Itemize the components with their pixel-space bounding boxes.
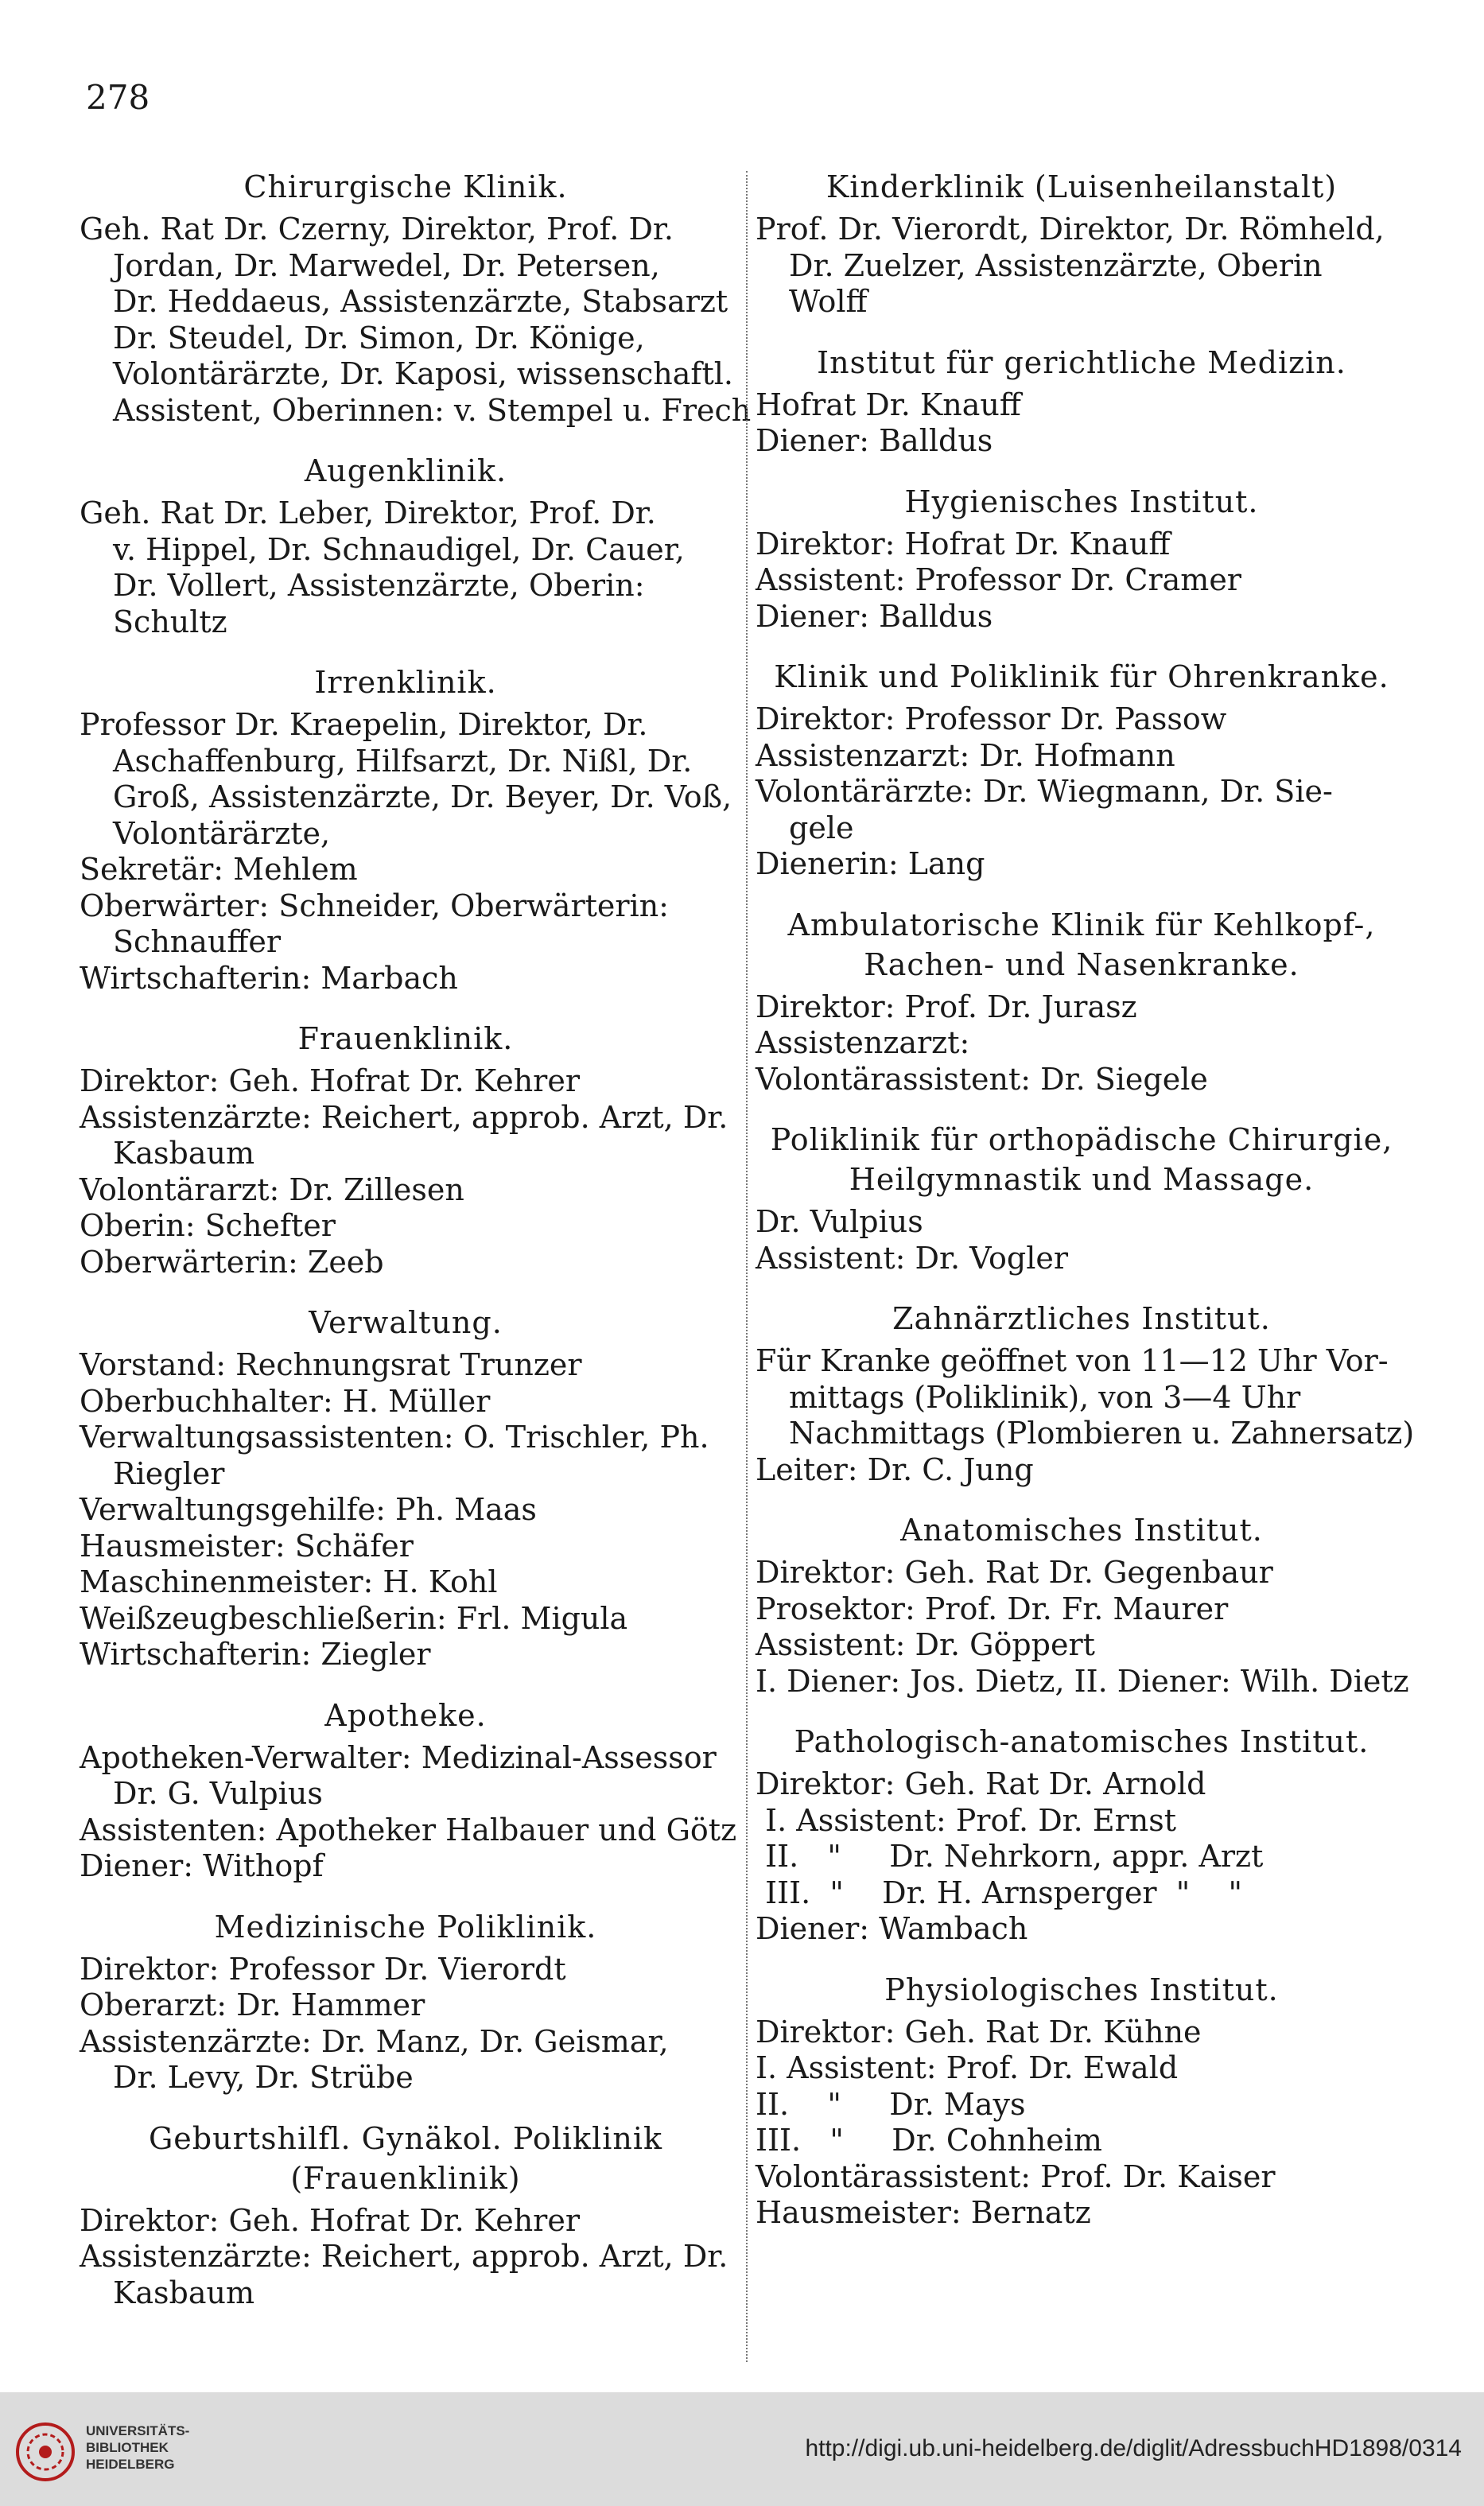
- entry-line: II. " Dr. Nehrkorn, appr. Arzt: [756, 1839, 1264, 1874]
- right-column: [756, 167, 1415, 2254]
- entry-line: Volontärassistent: Prof. Dr. Kaiser: [756, 2158, 1276, 2194]
- entry-line: v. Hippel, Dr. Schnaudigel, Dr. Cauer,: [113, 531, 685, 567]
- entry-line: Nachmittags (Plombieren u. Zahnersatz): [789, 1416, 1415, 1451]
- entry-line: Assistenzarzt:: [756, 1025, 970, 1060]
- entry-line: Assistenzärzte: Reichert, approb. Arzt, Dr.: [80, 2239, 728, 2274]
- page-number: 278: [86, 78, 150, 117]
- entry-line: Direktor: Geh. Rat Dr. Kühne: [756, 2014, 1202, 2049]
- entry-line: Direktor: Geh. Hofrat Dr. Kehrer: [80, 1063, 580, 1098]
- entry-line: Direktor: Professor Dr. Vierordt: [80, 1951, 566, 1987]
- entry-line: Assistent: Dr. Vogler: [756, 1240, 1069, 1276]
- entry-line: Assistent, Oberinnen: v. Stempel u. Frech: [113, 392, 752, 428]
- directory-section: [80, 662, 732, 997]
- section-heading: Zahnärztliches Institut.: [892, 1301, 1271, 1336]
- directory-section: [756, 1970, 1408, 2232]
- entry-line: Assistenzärzte: Reichert, approb. Arzt, Dr.: [80, 1099, 728, 1135]
- entry-line: Dr. Vulpius: [756, 1204, 923, 1239]
- section-heading: Physiologisches Institut.: [884, 1972, 1279, 2007]
- entry-line: Volontärassistent: Dr. Siegele: [756, 1061, 1208, 1097]
- entry-line: Direktor: Professor Dr. Passow: [756, 701, 1227, 736]
- entry-line: Geh. Rat Dr. Leber, Direktor, Prof. Dr.: [80, 495, 656, 530]
- entry-line: I. Diener: Jos. Dietz, II. Diener: Wilh. Dietz: [756, 1663, 1409, 1699]
- directory-section: [756, 905, 1408, 1098]
- section-heading: Ambulatorische Klinik für Kehlkopf-, Rachen- und Nasenkranke.: [787, 907, 1376, 982]
- directory-section: [756, 1722, 1408, 1948]
- section-heading: Poliklinik für orthopädische Chirurgie, Heilgymnastik und Massage.: [770, 1122, 1393, 1197]
- entry-line: Oberin: Schefter: [80, 1208, 336, 1243]
- directory-section: [756, 482, 1408, 635]
- directory-section: [80, 167, 752, 429]
- entry-line: Groß, Assistenzärzte, Dr. Beyer, Dr. Voß,: [113, 779, 732, 814]
- section-heading: Augenklinik.: [304, 453, 507, 488]
- entry-line: Direktor: Prof. Dr. Jurasz: [756, 989, 1137, 1024]
- directory-section: [756, 657, 1408, 883]
- entry-line: Volontärarzt: Dr. Zillesen: [80, 1171, 464, 1207]
- section-heading: Apotheke.: [324, 1697, 487, 1733]
- section-heading: Geburtshilfl. Gynäkol. Poliklinik (Frauenklinik): [148, 2120, 663, 2196]
- directory-section: [756, 1510, 1408, 1700]
- entry-line: Dr. Zuelzer, Assistenzärzte, Oberin: [789, 247, 1323, 283]
- entry-line: I. Assistent: Prof. Dr. Ernst: [756, 1802, 1176, 1838]
- section-heading: Klinik und Poliklinik für Ohrenkranke.: [774, 659, 1389, 694]
- entry-line: II. " Dr. Mays: [756, 2086, 1026, 2122]
- logo-line: HEIDELBERG: [86, 2457, 175, 2472]
- library-logo-text: [86, 2422, 189, 2473]
- entry-line: Dr. Steudel, Dr. Simon, Dr. Könige,: [113, 320, 645, 356]
- entry-line: Oberarzt: Dr. Hammer: [80, 1987, 425, 2022]
- entry-line: Dr. Heddaeus, Assistenzärzte, Stabsarzt: [113, 284, 728, 319]
- entry-line: Prosektor: Prof. Dr. Fr. Maurer: [756, 1591, 1229, 1626]
- section-heading: Institut für gerichtliche Medizin.: [817, 344, 1346, 380]
- entry-line: Dienerin: Lang: [756, 846, 985, 881]
- entry-line: Hofrat Dr. Knauff: [756, 387, 1021, 422]
- directory-section: [756, 167, 1408, 321]
- entry-line: Direktor: Geh. Hofrat Dr. Kehrer: [80, 2202, 580, 2238]
- entry-line: Maschinenmeister: H. Kohl: [80, 1564, 498, 1599]
- entry-line: Wirtschafterin: Marbach: [80, 960, 458, 996]
- directory-section: [80, 1907, 732, 2096]
- entry-line: Direktor: Hofrat Dr. Knauff: [756, 526, 1171, 561]
- entry-line: Assistenzarzt: Dr. Hofmann: [756, 737, 1175, 773]
- column-divider: [746, 171, 748, 2362]
- entry-line: I. Assistent: Prof. Dr. Ewald: [756, 2050, 1179, 2085]
- entry-line: Professor Dr. Kraepelin, Direktor, Dr.: [80, 707, 648, 742]
- section-heading: Hygienisches Institut.: [904, 484, 1259, 519]
- directory-section: [756, 1120, 1408, 1276]
- entry-line: Dr. Levy, Dr. Strübe: [113, 2060, 414, 2095]
- entry-line: Oberbuchhalter: H. Müller: [80, 1383, 491, 1419]
- directory-section: [80, 1019, 732, 1280]
- logo-line: UNIVERSITÄTS-: [86, 2423, 190, 2438]
- entry-line: Diener: Balldus: [756, 598, 993, 634]
- directory-section: [756, 343, 1408, 460]
- entry-line: Volontärärzte,: [113, 815, 331, 851]
- entry-line: Assistenten: Apotheker Halbauer und Götz: [80, 1812, 737, 1847]
- entry-line: Diener: Withopf: [80, 1848, 324, 1883]
- entry-line: Weißzeugbeschließerin: Frl. Migula: [80, 1600, 628, 1636]
- entry-line: Dr. G. Vulpius: [113, 1776, 323, 1811]
- directory-section: [80, 2119, 732, 2312]
- section-heading: Verwaltung.: [309, 1305, 503, 1340]
- entry-line: III. " Dr. Cohnheim: [756, 2123, 1102, 2158]
- footer-bar: [0, 2392, 1484, 2506]
- entry-line: Assistent: Dr. Göppert: [756, 1627, 1095, 1662]
- section-heading: Medizinische Poliklinik.: [214, 1909, 597, 1945]
- entry-line: Kasbaum: [113, 1136, 255, 1171]
- entry-line: Kasbaum: [113, 2275, 255, 2310]
- entry-line: Oberwärterin: Zeeb: [80, 1244, 384, 1280]
- library-seal-icon: [14, 2421, 76, 2483]
- left-column: [80, 167, 752, 2333]
- entry-line: Wolff: [789, 284, 868, 319]
- entry-line: Sekretär: Mehlem: [80, 852, 358, 887]
- entry-line: Für Kranke geöffnet von 11—12 Uhr Vor-: [756, 1343, 1389, 1378]
- entry-line: mittags (Poliklinik), von 3—4 Uhr: [789, 1379, 1301, 1415]
- section-heading: Pathologisch-anatomisches Institut.: [794, 1724, 1369, 1759]
- entry-line: Prof. Dr. Vierordt, Direktor, Dr. Römheld,: [756, 212, 1385, 247]
- logo-line: BIBLIOTHEK: [86, 2440, 169, 2455]
- section-heading: Kinderklinik (Luisenheilanstalt): [826, 169, 1338, 204]
- directory-section: [80, 1303, 732, 1673]
- directory-section: [756, 1299, 1415, 1488]
- entry-line: Dr. Vollert, Assistenzärzte, Oberin:: [113, 568, 645, 603]
- entry-line: Direktor: Geh. Rat Dr. Arnold: [756, 1766, 1206, 1801]
- entry-line: gele: [789, 810, 854, 845]
- entry-line: Assistenzärzte: Dr. Manz, Dr. Geismar,: [80, 2023, 669, 2059]
- entry-line: Riegler: [113, 1455, 225, 1491]
- entry-line: Verwaltungsassistenten: O. Trischler, Ph.: [80, 1420, 709, 1455]
- source-url-link[interactable]: http://digi.ub.uni-heidelberg.de/diglit/AdressbuchHD1898/0314: [805, 2435, 1462, 2461]
- section-heading: Anatomisches Institut.: [900, 1513, 1263, 1548]
- entry-line: Aschaffenburg, Hilfsarzt, Dr. Nißl, Dr.: [113, 743, 693, 779]
- directory-section: [80, 451, 732, 640]
- entry-line: Assistent: Professor Dr. Cramer: [756, 562, 1241, 597]
- entry-line: Vorstand: Rechnungsrat Trunzer: [80, 1347, 582, 1382]
- entry-line: III. " Dr. H. Arnsperger " ": [756, 1875, 1243, 1910]
- entry-line: Hausmeister: Schäfer: [80, 1528, 414, 1564]
- entry-line: Oberwärter: Schneider, Oberwärterin:: [80, 888, 669, 923]
- section-heading: Frauenklinik.: [297, 1021, 514, 1056]
- entry-line: Verwaltungsgehilfe: Ph. Maas: [80, 1492, 537, 1527]
- entry-line: Direktor: Geh. Rat Dr. Gegenbaur: [756, 1555, 1273, 1590]
- entry-line: Schultz: [113, 604, 227, 639]
- entry-line: Hausmeister: Bernatz: [756, 2195, 1091, 2230]
- entry-line: Schnauffer: [113, 924, 282, 959]
- section-heading: Irrenklinik.: [314, 665, 497, 700]
- entry-line: Diener: Wambach: [756, 1911, 1028, 1946]
- entry-line: Geh. Rat Dr. Czerny, Direktor, Prof. Dr.: [80, 212, 674, 247]
- section-heading: Chirurgische Klinik.: [243, 169, 568, 204]
- entry-line: Volontärärzte, Dr. Kaposi, wissenschaftl.: [113, 356, 733, 391]
- directory-section: [80, 1696, 737, 1885]
- entry-line: Volontärärzte: Dr. Wiegmann, Dr. Sie-: [756, 774, 1333, 809]
- entry-line: Apotheken-Verwalter: Medizinal-Assessor: [80, 1739, 717, 1775]
- entry-line: Wirtschafterin: Ziegler: [80, 1637, 431, 1672]
- entry-line: Leiter: Dr. C. Jung: [756, 1451, 1034, 1487]
- entry-line: Diener: Balldus: [756, 423, 993, 458]
- entry-line: Jordan, Dr. Marwedel, Dr. Petersen,: [113, 247, 660, 283]
